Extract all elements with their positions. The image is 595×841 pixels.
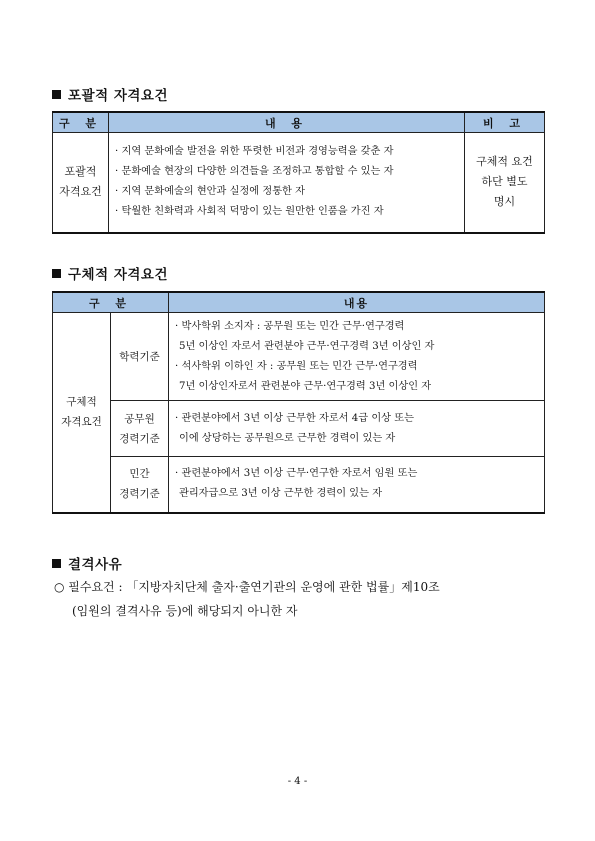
section-heading-comprehensive [52, 84, 168, 104]
row-category: 포괄적 자격요건 [53, 133, 109, 233]
table-row [53, 313, 545, 401]
requirement-line: ○ 필수요건 : 「지방자치단체 출자·출연기관의 운영에 관한 법률」제10조 [54, 580, 440, 594]
header-category: 구 분 [53, 112, 109, 133]
table-header-row [53, 112, 545, 133]
list-item: · 관련분야에서 3년 이상 근무·연구한 자로서 임원 또는 [175, 468, 418, 480]
list-item: · 박사학위 소지자 : 공무원 또는 민간 근무·연구경력 [175, 320, 405, 332]
heading-text: 포괄적 자격요건 [68, 88, 168, 104]
row-note: 구체적 요건 하단 별도 명시 [465, 133, 545, 233]
comprehensive-requirements-table [52, 111, 545, 234]
table-row [53, 133, 545, 233]
square-bullet-icon [52, 90, 61, 99]
list-item: · 탁월한 친화력과 사회적 덕망이 있는 원만한 인품을 가진 자 [115, 206, 384, 218]
list-item: 이에 상당하는 공무원으로 근무한 경력이 있는 자 [179, 432, 396, 444]
row-items [169, 401, 545, 457]
header-content: 내용 [169, 292, 545, 313]
heading-text: 결격사유 [68, 557, 123, 573]
list-item: · 지역 문화예술 발전을 위한 뚜렷한 비전과 경영능력을 갖춘 자 [115, 146, 394, 158]
square-bullet-icon [52, 269, 61, 278]
row-items [169, 313, 545, 401]
group-label: 구체적 자격요건 [53, 313, 111, 513]
requirement-line-continued: (임원의 결격사유 등)에 해당되지 아니한 자 [72, 604, 298, 618]
list-item: · 문화예술 현장의 다양한 의견들을 조정하고 통합할 수 있는 자 [115, 166, 394, 178]
header-content: 내 용 [109, 112, 465, 133]
header-note: 비 고 [465, 112, 545, 133]
row-label: 학력기준 [111, 313, 169, 401]
row-label: 민간 경력기준 [111, 457, 169, 513]
heading-text: 구체적 자격요건 [68, 267, 168, 283]
square-bullet-icon [52, 559, 61, 568]
row-items [169, 457, 545, 513]
row-items [109, 133, 465, 233]
table-row [53, 457, 545, 513]
table-row [53, 401, 545, 457]
list-item: 7년 이상인자로서 관련분야 근무·연구경력 3년 이상인 자 [179, 380, 432, 392]
page-number: - 4 - [287, 776, 308, 787]
specific-requirements-table [52, 291, 545, 514]
list-item: · 지역 문화예술의 현안과 실정에 정통한 자 [115, 186, 305, 198]
row-label: 공무원 경력기준 [111, 401, 169, 457]
section-heading-specific [52, 263, 168, 283]
section-heading-disqualification [52, 553, 122, 573]
list-item: 관리자급으로 3년 이상 근무한 경력이 있는 자 [179, 488, 383, 500]
header-category: 구 분 [53, 292, 169, 313]
list-item: 5년 이상인 자로서 관련분야 근무·연구경력 3년 이상인 자 [179, 340, 435, 352]
list-item: · 석사학위 이하인 자 : 공무원 또는 민간 근무·연구경력 [175, 360, 418, 372]
list-item: · 관련분야에서 3년 이상 근무한 자로서 4급 이상 또는 [175, 412, 414, 424]
table-header-row [53, 292, 545, 313]
